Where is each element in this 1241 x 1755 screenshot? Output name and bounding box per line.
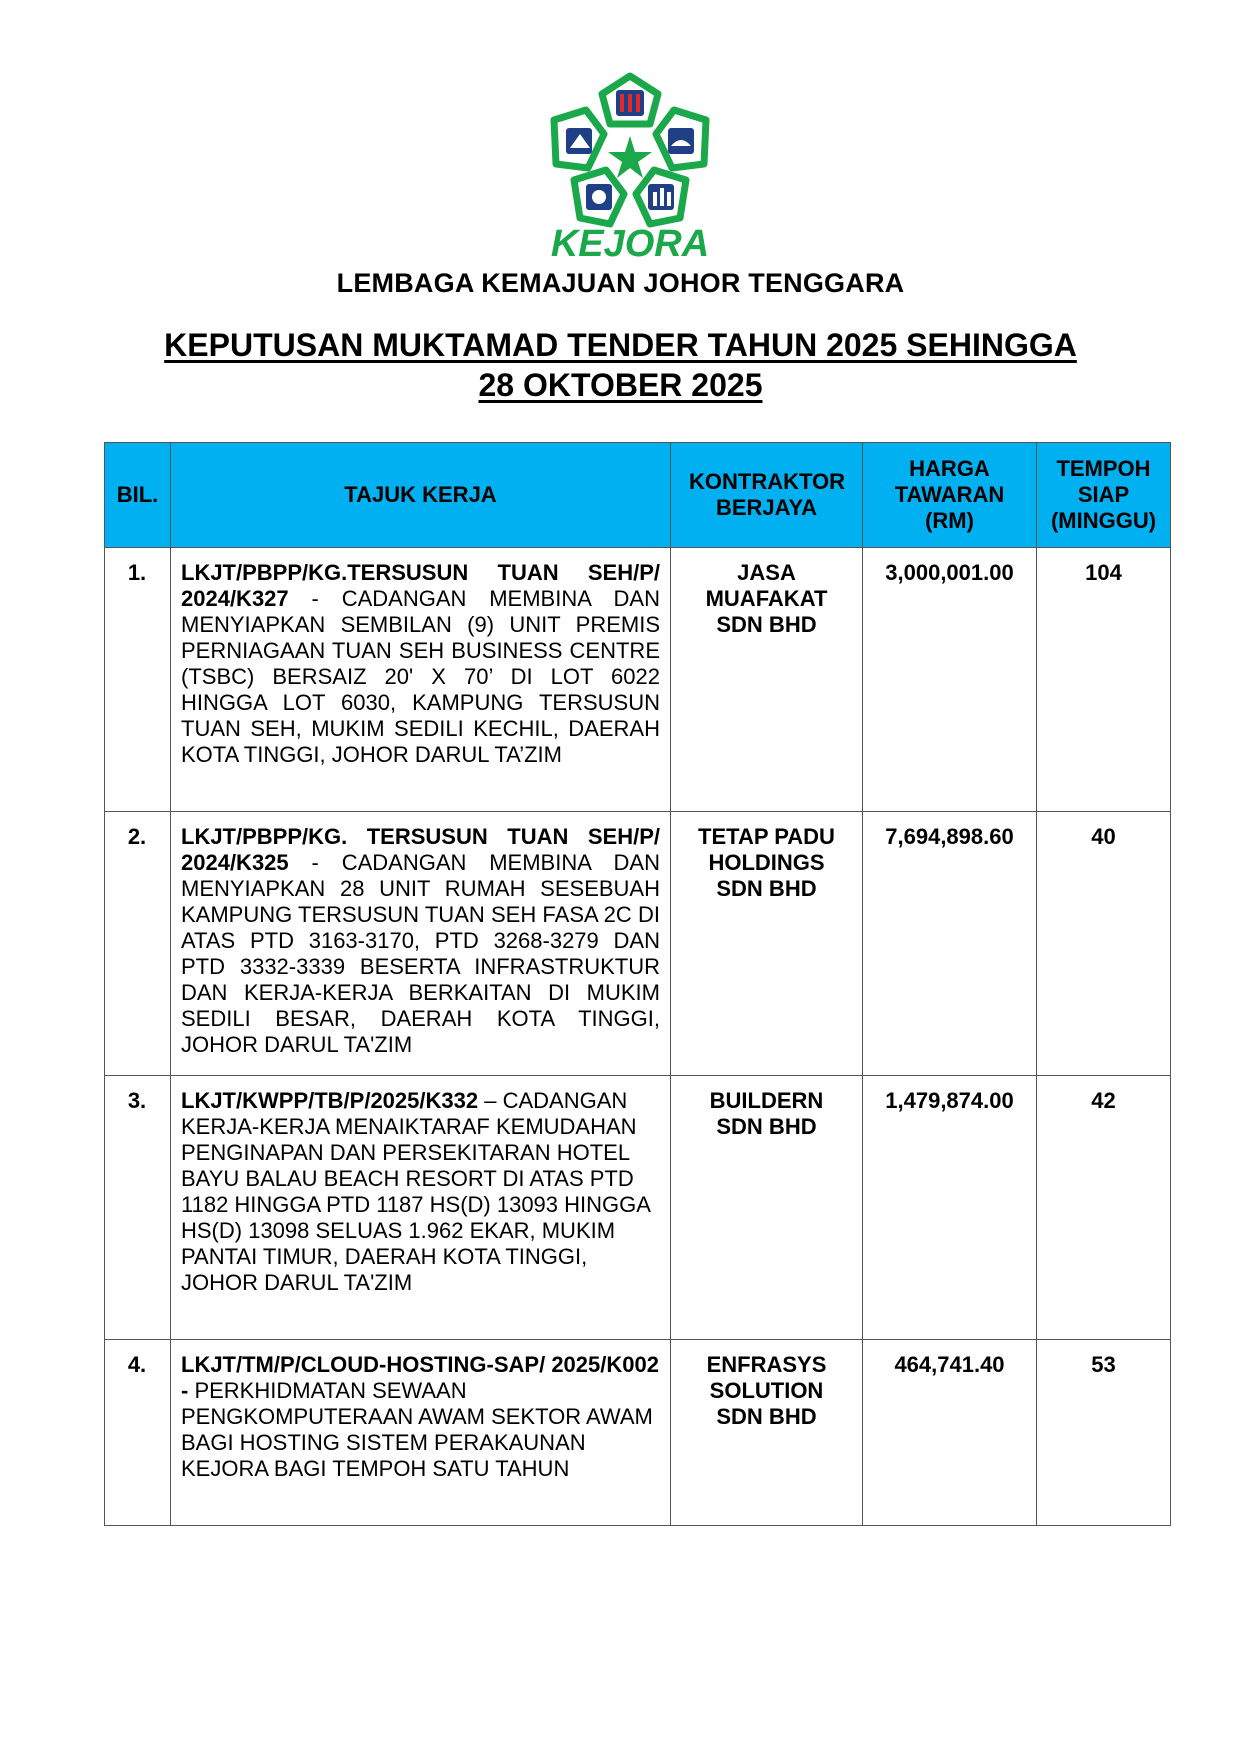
work-title bbox=[171, 1340, 671, 1526]
table-row bbox=[105, 548, 1171, 812]
kejora-logo bbox=[540, 72, 720, 262]
table-row bbox=[105, 1076, 1171, 1340]
column-header-harga: HARGA TAWARAN (RM) bbox=[863, 443, 1037, 548]
work-title bbox=[171, 548, 671, 812]
row-number: 1. bbox=[105, 548, 171, 812]
title-line-1: KEPUTUSAN MUKTAMAD TENDER TAHUN 2025 SEHINGGA bbox=[164, 327, 1077, 363]
column-header-bil: BIL. bbox=[105, 443, 171, 548]
contractor-name: BUILDERN SDN BHD bbox=[671, 1076, 863, 1340]
contractor-name: ENFRASYS SOLUTION SDN BHD bbox=[671, 1340, 863, 1526]
work-title bbox=[171, 812, 671, 1076]
column-header-kontraktor: KONTRAKTOR BERJAYA bbox=[671, 443, 863, 548]
work-description: – CADANGAN KERJA-KERJA MENAIKTARAF KEMUDAHAN PENGINAPAN DAN PERSEKITARAN HOTEL BAYU BALAU BEACH RESORT DI ATAS PTD 1182 HINGGA PTD 1187 HS(D) 13093 HINGGA HS(D) 13098 SELUAS 1.962 EKAR, MUKIM PANTAI TIMUR, DAERAH KOTA TINGGI, JOHOR DARUL TA'ZIM bbox=[181, 1088, 650, 1295]
tender-reference: LKJT/TM/P/CLOUD-HOSTING-SAP/ 2025/K002 - bbox=[181, 1352, 659, 1403]
completion-weeks: 104 bbox=[1037, 548, 1171, 812]
organization-name: LEMBAGA KEMAJUAN JOHOR TENGGARA bbox=[336, 268, 905, 298]
column-header-tajuk-kerja: TAJUK KERJA bbox=[171, 443, 671, 548]
tender-results-table bbox=[104, 442, 1171, 1526]
table-row bbox=[105, 812, 1171, 1076]
work-title bbox=[171, 1076, 671, 1340]
work-description: PERKHIDMATAN SEWAAN PENGKOMPUTERAAN AWAM SEKTOR AWAM BAGI HOSTING SISTEM PERAKAUNAN KEJORA BAGI TEMPOH SATU TAHUN bbox=[181, 1378, 653, 1481]
row-number: 4. bbox=[105, 1340, 171, 1526]
title-line-2: 28 OKTOBER 2025 bbox=[478, 367, 763, 403]
column-header-tempoh: TEMPOH SIAP (MINGGU) bbox=[1037, 443, 1171, 548]
completion-weeks: 40 bbox=[1037, 812, 1171, 1076]
contractor-name: JASA MUAFAKAT SDN BHD bbox=[671, 548, 863, 812]
completion-weeks: 42 bbox=[1037, 1076, 1171, 1340]
table-header-row bbox=[105, 443, 1171, 548]
tender-price: 7,694,898.60 bbox=[863, 812, 1037, 1076]
tender-price: 3,000,001.00 bbox=[863, 548, 1037, 812]
kejora-wordmark: KEJORA bbox=[550, 223, 710, 262]
completion-weeks: 53 bbox=[1037, 1340, 1171, 1526]
work-description: - CADANGAN MEMBINA DAN MENYIAPKAN 28 UNIT RUMAH SESEBUAH KAMPUNG TERSUSUN TUAN SEH FASA 2C DI ATAS PTD 3163-3170, PTD 3268-3279 DAN PTD 3332-3339 BESERTA INFRASTRUKTUR DAN KERJA-KERJA BERKAITAN DI MUKIM SEDILI BESAR, DAERAH KOTA TINGGI, JOHOR DARUL TA'ZIM bbox=[181, 850, 660, 1057]
tender-price: 464,741.40 bbox=[863, 1340, 1037, 1526]
tender-reference: LKJT/PBPP/KG.TERSUSUN TUAN SEH/P/ 2024/K327 bbox=[181, 560, 660, 611]
work-description: - CADANGAN MEMBINA DAN MENYIAPKAN SEMBILAN (9) UNIT PREMIS PERNIAGAAN TUAN SEH BUSINESS CENTRE (TSBC) BERSAIZ 20' X 70’ DI LOT 6022 HINGGA LOT 6030, KAMPUNG TERSUSUN TUAN SEH, MUKIM SEDILI KECHIL, DAERAH KOTA TINGGI, JOHOR DARUL TA’ZIM bbox=[181, 586, 660, 767]
tender-price: 1,479,874.00 bbox=[863, 1076, 1037, 1340]
contractor-name: TETAP PADU HOLDINGS SDN BHD bbox=[671, 812, 863, 1076]
tender-reference: LKJT/KWPP/TB/P/2025/K332 bbox=[181, 1088, 479, 1113]
table-row bbox=[105, 1340, 1171, 1526]
page-title bbox=[0, 325, 1241, 405]
row-number: 2. bbox=[105, 812, 171, 1076]
tender-reference: LKJT/PBPP/KG. TERSUSUN TUAN SEH/P/ 2024/K325 bbox=[181, 824, 660, 875]
kejora-flower-icon bbox=[540, 72, 720, 262]
row-number: 3. bbox=[105, 1076, 171, 1340]
